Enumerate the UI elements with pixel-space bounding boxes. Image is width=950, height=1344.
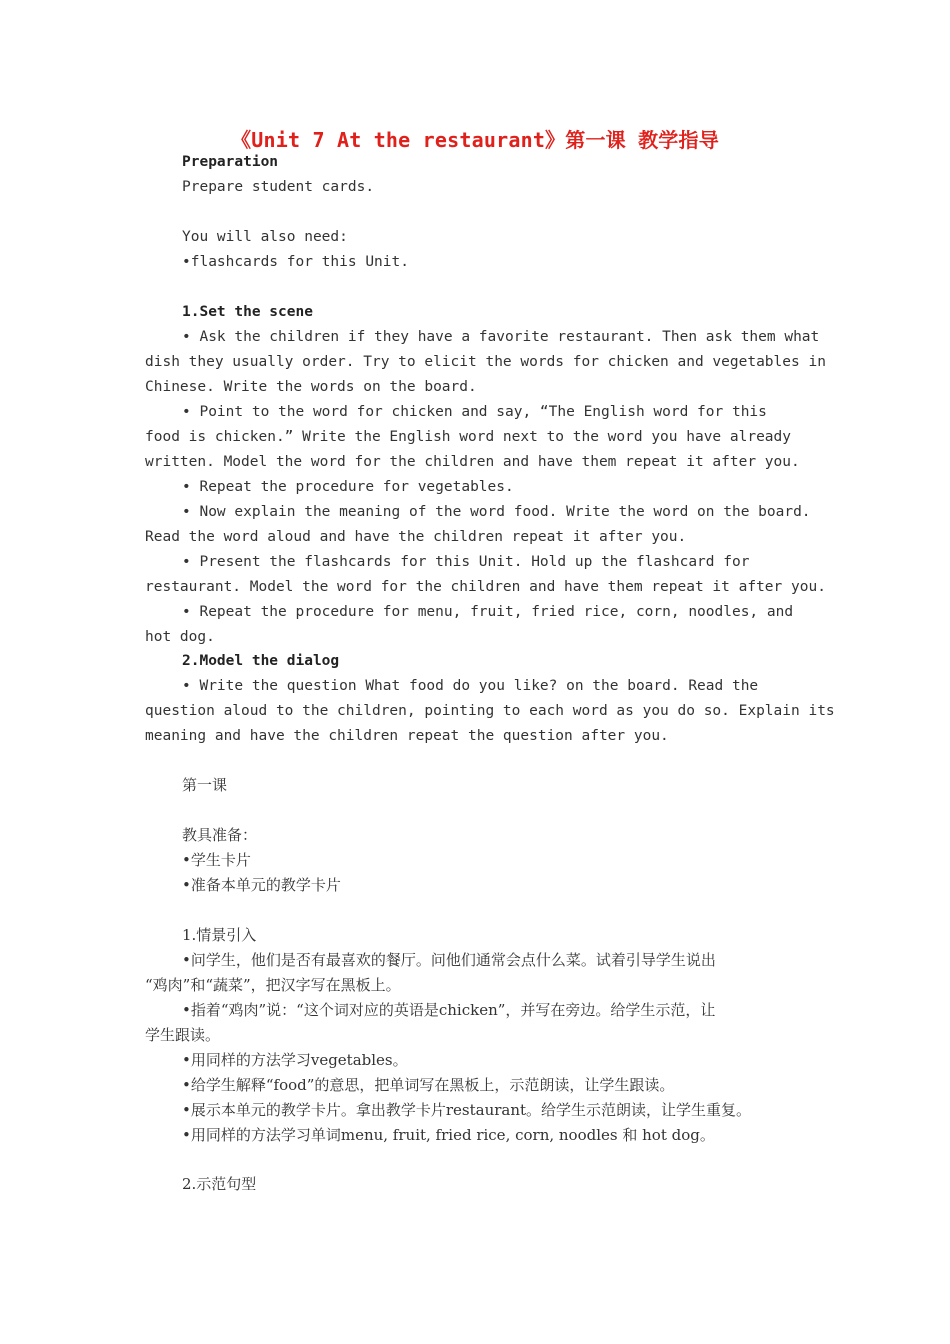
section-1-line: dish they usually order. Try to elicit the words for chicken and vegetables in [145, 354, 826, 370]
also-need-text: You will also need: [182, 229, 348, 245]
section-1-line-cn: •用同样的方法学习单词menu, fruit, fried rice, corn, noodles 和 hot dog。 [182, 1126, 715, 1144]
section-1-line: • Now explain the meaning of the word food. Write the word on the board. [182, 504, 811, 520]
section-1-line: • Repeat the procedure for menu, fruit, fried rice, corn, noodles, and [182, 604, 794, 620]
also-need-item: •flashcards for this Unit. [182, 254, 409, 270]
section-2-line: • Write the question What food do you like? on the board. Read the [182, 678, 759, 694]
section-1-heading: 1.Set the scene [182, 304, 313, 320]
section-2-heading: 2.Model the dialog [182, 653, 340, 669]
section-1-line: Read the word aloud and have the children repeat it after you. [145, 529, 687, 545]
lesson-label-cn: 第一课 [182, 776, 228, 794]
section-1-line-cn: •指着“鸡肉”说：“这个词对应的英语是chicken”，并写在旁边。给学生示范，让 [182, 1001, 716, 1019]
section-1-heading-cn: 1.情景引入 [182, 926, 257, 944]
section-2-line: question aloud to the children, pointing to each word as you do so. Explain its [145, 703, 835, 719]
section-2-line: meaning and have the children repeat the question after you. [145, 728, 669, 744]
section-1-line: food is chicken.” Write the English word next to the word you have already [145, 429, 792, 445]
tools-item-cn: •准备本单元的教学卡片 [182, 876, 341, 894]
tools-item-cn: •学生卡片 [182, 851, 251, 869]
section-2-heading-cn: 2.示范句型 [182, 1175, 257, 1193]
section-1-line: • Repeat the procedure for vegetables. [182, 479, 514, 495]
section-1-line-cn: •用同样的方法学习vegetables。 [182, 1051, 408, 1069]
section-1-line: • Ask the children if they have a favorite restaurant. Then ask them what [182, 329, 820, 345]
section-1-line-cn: 学生跟读。 [145, 1026, 221, 1044]
section-1-line-cn: •给学生解释“food”的意思，把单词写在黑板上，示范朗读，让学生跟读。 [182, 1076, 675, 1094]
section-1-line: • Point to the word for chicken and say, “The English word for this [182, 404, 767, 420]
document-title: 《Unit 7 At the restaurant》第一课 教学指导 [231, 128, 719, 152]
section-1-line-cn: •问学生，他们是否有最喜欢的餐厅。问他们通常会点什么菜。试着引导学生说出 [182, 951, 716, 969]
tools-heading-cn: 教具准备： [182, 826, 258, 844]
section-1-line: Chinese. Write the words on the board. [145, 379, 477, 395]
preparation-text: Prepare student cards. [182, 179, 375, 195]
preparation-heading: Preparation [182, 154, 279, 170]
section-1-line: hot dog. [145, 629, 215, 645]
section-1-line-cn: •展示本单元的教学卡片。拿出教学卡片restaurant。给学生示范朗读，让学生重复。 [182, 1101, 752, 1119]
section-1-line-cn: “鸡肉”和“蔬菜”，把汉字写在黑板上。 [145, 976, 401, 994]
section-1-line: • Present the flashcards for this Unit. Hold up the flashcard for [182, 554, 750, 570]
section-1-line: restaurant. Model the word for the children and have them repeat it after you. [145, 579, 826, 595]
section-1-line: written. Model the word for the children and have them repeat it after you. [145, 454, 800, 470]
